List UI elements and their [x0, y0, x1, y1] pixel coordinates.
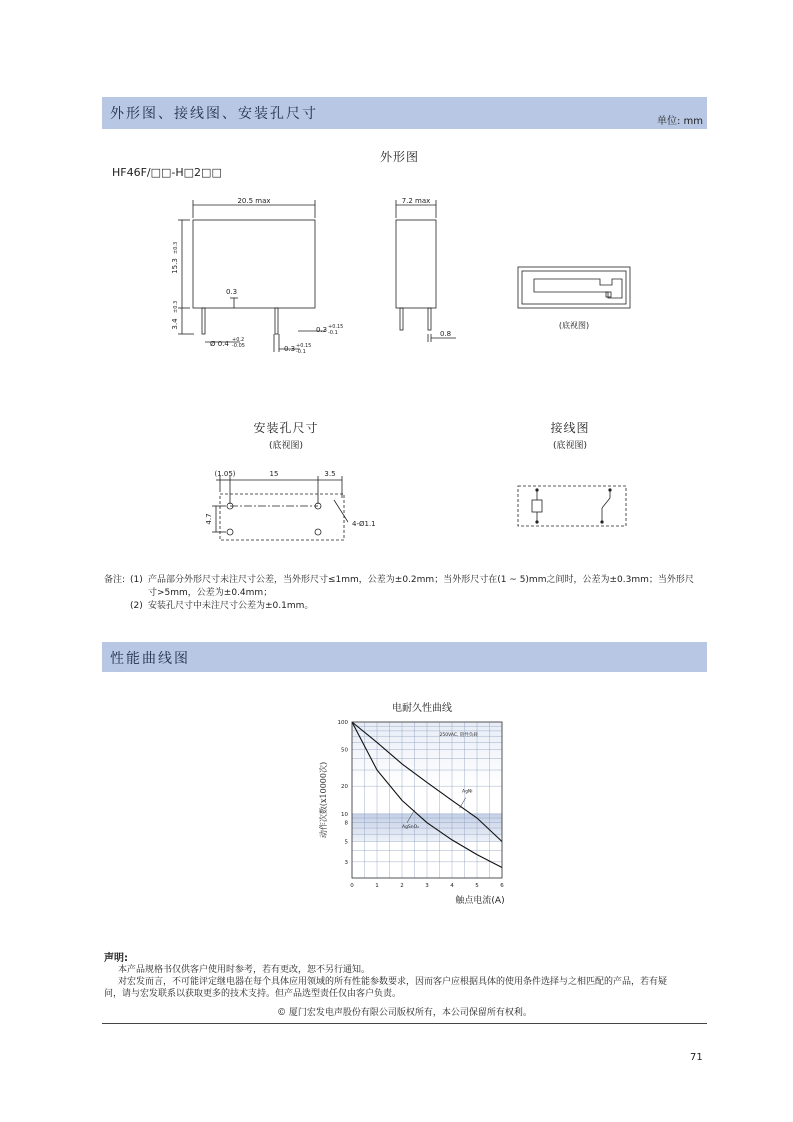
dim-pin-t2-dn: -0.1	[296, 349, 306, 355]
note-1-line-1: 产品部分外形尺寸未注尺寸公差，当外形尺寸≤1mm，公差为±0.2mm；当外形尺寸在(1 ~ 5)mm之间时，公差为±0.3mm；当外形尺	[148, 575, 694, 585]
series-label-agni: AgNi	[462, 789, 473, 795]
mounting-subtitle: (底视图)	[268, 441, 304, 451]
page-number: 71	[690, 1052, 703, 1063]
dim-pin-length: 3.4	[171, 318, 179, 330]
dim-mount-b: 15	[269, 470, 279, 478]
wiring-subtitle: (底视图)	[552, 441, 588, 451]
dim-pin-dia: Ø 0.4	[210, 340, 229, 348]
mount-hole	[227, 529, 233, 535]
x-tick-label: 5	[475, 883, 479, 889]
x-tick-label: 6	[500, 883, 504, 889]
copyright: © 厦门宏发电声股份有限公司版权所有，本公司保留所有权利。	[277, 1008, 532, 1018]
y-tick-label: 10	[341, 811, 348, 818]
section-header-performance	[102, 642, 707, 672]
note-2-line: 安装孔尺寸中未注尺寸公差为±0.1mm。	[148, 601, 314, 611]
footer-divider	[102, 1023, 707, 1024]
chart-y-label: 动作次数(x10000次)	[319, 761, 328, 839]
notes-label: 备注:	[104, 575, 126, 585]
y-tick-label: 100	[337, 720, 348, 726]
dim-pin-t1-up: +0.15	[328, 324, 344, 330]
dim-pin-t2-up: +0.15	[296, 343, 312, 349]
contact-symbol	[602, 498, 610, 508]
x-tick-label: 2	[400, 883, 404, 889]
x-tick-label: 4	[450, 883, 454, 889]
dim-0-8: 0.8	[440, 330, 452, 338]
wiring-diagram	[516, 480, 632, 532]
y-tick-label: 8	[344, 820, 348, 827]
bottom-view-label: (底视图)	[558, 321, 590, 330]
section-header-dimensions	[102, 97, 707, 129]
declaration-title: 声明:	[104, 953, 128, 964]
note-1-line-2: 寸>5mm，公差为±0.4mm；	[148, 588, 273, 598]
y-tick-label: 50	[341, 747, 348, 754]
mounting-title: 安装孔尺寸	[253, 421, 319, 435]
x-tick-label: 1	[375, 883, 379, 889]
dim-pin-t1: 0.3	[316, 326, 328, 334]
series-label-agsno2: AgSnO₂	[402, 825, 419, 831]
section-title: 外形图、接线图、安装孔尺寸	[110, 106, 318, 122]
y-tick-label: 20	[341, 784, 348, 791]
outline-title: 外形图	[380, 150, 420, 164]
side-body	[396, 220, 436, 308]
note-2-number: (2)	[130, 601, 143, 611]
bottom-view-body	[518, 267, 630, 308]
model-number: HF46F/□□-H□2□□	[112, 166, 222, 179]
x-tick-label: 0	[350, 883, 354, 889]
y-tick-label: 5	[344, 839, 348, 846]
declaration-line-3: 问，请与宏发联系以获取更多的技术支持。但产品选型责任仅由客户负责。	[104, 989, 402, 999]
dim-mount-a: (1.05)	[214, 470, 236, 478]
note-1-number: (1)	[130, 575, 143, 585]
mount-hole	[315, 529, 321, 535]
outline-drawing	[160, 188, 640, 368]
x-tick-label: 3	[425, 883, 429, 889]
front-body	[193, 220, 315, 308]
dim-pin-t2: 0.3	[284, 345, 296, 353]
unit-label: 单位: mm	[656, 116, 703, 127]
dim-height-tol: ±0.3	[173, 241, 179, 254]
endurance-chart	[314, 716, 526, 910]
chart-x-label: 触点电流(A)	[455, 896, 505, 906]
section-title: 性能曲线图	[110, 651, 190, 667]
dim-pin-dia-tol-dn: -0.05	[232, 343, 245, 349]
dim-pin-length-tol: ±0.3	[173, 300, 179, 313]
dim-pin-dia-tol-up: +0.2	[232, 337, 245, 343]
dim-mount-d: 4.7	[205, 513, 213, 525]
chart-title: 电耐久性曲线	[392, 703, 452, 714]
mounting-hole-drawing	[196, 464, 396, 550]
dim-height: 15.3	[171, 258, 179, 274]
dim-mount-c: 3.5	[324, 470, 336, 478]
dim-0-3: 0.3	[226, 288, 238, 296]
chart-legend: 250VAC, 阻性负载	[439, 733, 478, 739]
dim-width: 20.5 max	[237, 197, 271, 205]
dim-depth: 7.2 max	[401, 197, 431, 205]
wiring-title: 接线图	[550, 421, 590, 435]
y-tick-label: 3	[344, 859, 348, 866]
dim-pin-t1-dn: -0.1	[328, 330, 338, 336]
dim-mount-holes: 4-Ø1.1	[352, 520, 376, 528]
declaration-line-2: 对宏发而言，不可能评定继电器在每个具体应用领域的所有性能参数要求，因而客户应根据具体的使用条件选择与之相匹配的产品，若有疑	[118, 977, 668, 987]
coil-symbol	[532, 500, 542, 512]
declaration-line-1: 本产品规格书仅供客户使用时参考，若有更改，恕不另行通知。	[118, 965, 371, 975]
